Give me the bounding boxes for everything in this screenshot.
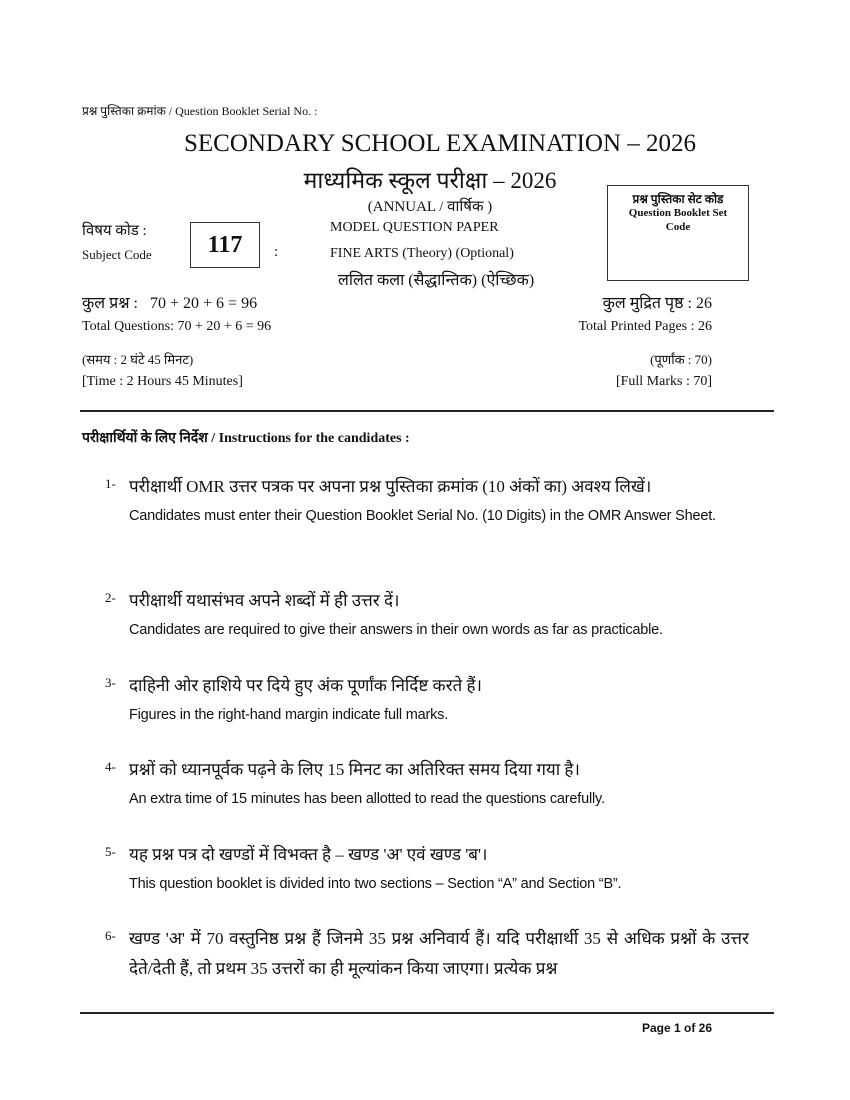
- instruction-number: 2-: [105, 590, 116, 605]
- instruction-number: 6-: [105, 928, 116, 943]
- page-number: Page 1 of 26: [641, 1021, 712, 1035]
- instruction-item: [105, 472, 745, 531]
- instruction-en: This question booklet is divided into two sections – Section “A” and Section “B”.: [129, 876, 622, 892]
- instruction-hi: परीक्षार्थी यथासंभव अपने शब्दों में ही उत्तर दें।: [129, 591, 400, 610]
- exam-title-en: SECONDARY SCHOOL EXAMINATION – 2026: [183, 130, 697, 157]
- subject-code-label-en: Subject Code: [82, 247, 152, 262]
- subject-name-en: FINE ARTS (Theory) (Optional): [330, 246, 514, 261]
- time-hi: (समय : 2 घंटे 45 मिनट): [82, 352, 194, 367]
- total-questions-hi: कुल प्रश्न : 70 + 20 + 6 = 96: [82, 295, 258, 312]
- set-code-box: [607, 185, 749, 281]
- colon: :: [274, 244, 279, 260]
- total-pages-en: Total Printed Pages : 26: [578, 319, 712, 334]
- instruction-number: 4-: [105, 759, 116, 774]
- instruction-en: Figures in the right-hand margin indicate full marks.: [129, 707, 449, 723]
- time-en: [Time : 2 Hours 45 Minutes]: [82, 374, 243, 389]
- instruction-item: [105, 671, 745, 730]
- instruction-item: [105, 755, 745, 814]
- divider: [80, 410, 774, 412]
- marks-en: [Full Marks : 70]: [615, 374, 712, 389]
- totals-row-hi: [82, 291, 712, 313]
- instructions-heading: परीक्षार्थियों के लिए निर्देश / Instructions for the candidates :: [82, 431, 410, 446]
- instruction-item: [105, 586, 745, 645]
- instruction-number: 1-: [105, 476, 116, 491]
- subject-name-hi: ललित कला (सैद्धान्तिक) (ऐच्छिक): [338, 272, 535, 289]
- set-code-label-hi: प्रश्न पुस्तिका सेट कोड: [632, 192, 724, 206]
- time-row-hi: [82, 350, 712, 368]
- instruction-item: [105, 924, 749, 984]
- instruction-hi: यह प्रश्न पत्र दो खण्डों में विभक्त है – खण्ड 'अ' एवं खण्ड 'ब'।: [129, 845, 488, 864]
- exam-type: (ANNUAL / वार्षिक ): [367, 199, 493, 215]
- instruction-en: An extra time of 15 minutes has been allotted to read the questions carefully.: [129, 791, 605, 807]
- total-pages-hi: कुल मुद्रित पृष्ठ : 26: [602, 295, 712, 312]
- instruction-hi: परीक्षार्थी OMR उत्तर पत्रक पर अपना प्रश्न पुस्तिका क्रमांक (10 अंकों का) अवश्य लिखें।: [129, 477, 652, 496]
- subject-code-box: 117: [190, 222, 260, 268]
- totals-row-en: [82, 319, 712, 335]
- instruction-hi: खण्ड 'अ' में 70 वस्तुनिष्ठ प्रश्न हैं जिनमे 35 प्रश्न अनिवार्य हैं। यदि परीक्षार्थी 35 से अधिक प्रश्नों के उत्तर देते/देती हैं, तो प्रथम 35 उत्तरों का ही मूल्यांकन किया जाएगा। प्रत्येक प्रश्न: [129, 929, 749, 978]
- instruction-number: 5-: [105, 844, 116, 859]
- instruction-en: Candidates are required to give their answers in their own words as far as practicable.: [129, 622, 663, 638]
- exam-title-hi: माध्यमिक स्कूल परीक्षा – 2026: [303, 168, 557, 193]
- paper-type: MODEL QUESTION PAPER: [330, 220, 499, 235]
- instruction-hi: प्रश्नों को ध्यानपूर्वक पढ़ने के लिए 15 मिनट का अतिरिक्त समय दिया गया है।: [129, 760, 580, 779]
- instruction-en: Candidates must enter their Question Booklet Serial No. (10 Digits) in the OMR Answer Sheet.: [129, 508, 716, 524]
- time-row-en: [82, 374, 712, 390]
- footer-divider: [80, 1012, 774, 1014]
- total-questions-en: Total Questions: 70 + 20 + 6 = 96: [82, 319, 272, 334]
- marks-hi: (पूर्णांक : 70): [650, 352, 712, 367]
- instruction-hi: दाहिनी ओर हाशिये पर दिये हुए अंक पूर्णांक निर्दिष्ट करते हैं।: [129, 676, 482, 695]
- subject-code-label-hi: विषय कोड :: [82, 223, 147, 239]
- serial-number-label: प्रश्न पुस्तिका क्रमांक / Question Booklet Serial No. :: [82, 104, 318, 118]
- set-code-label-en: Question Booklet Set Code: [628, 207, 728, 233]
- instruction-item: [105, 840, 745, 899]
- instruction-number: 3-: [105, 675, 116, 690]
